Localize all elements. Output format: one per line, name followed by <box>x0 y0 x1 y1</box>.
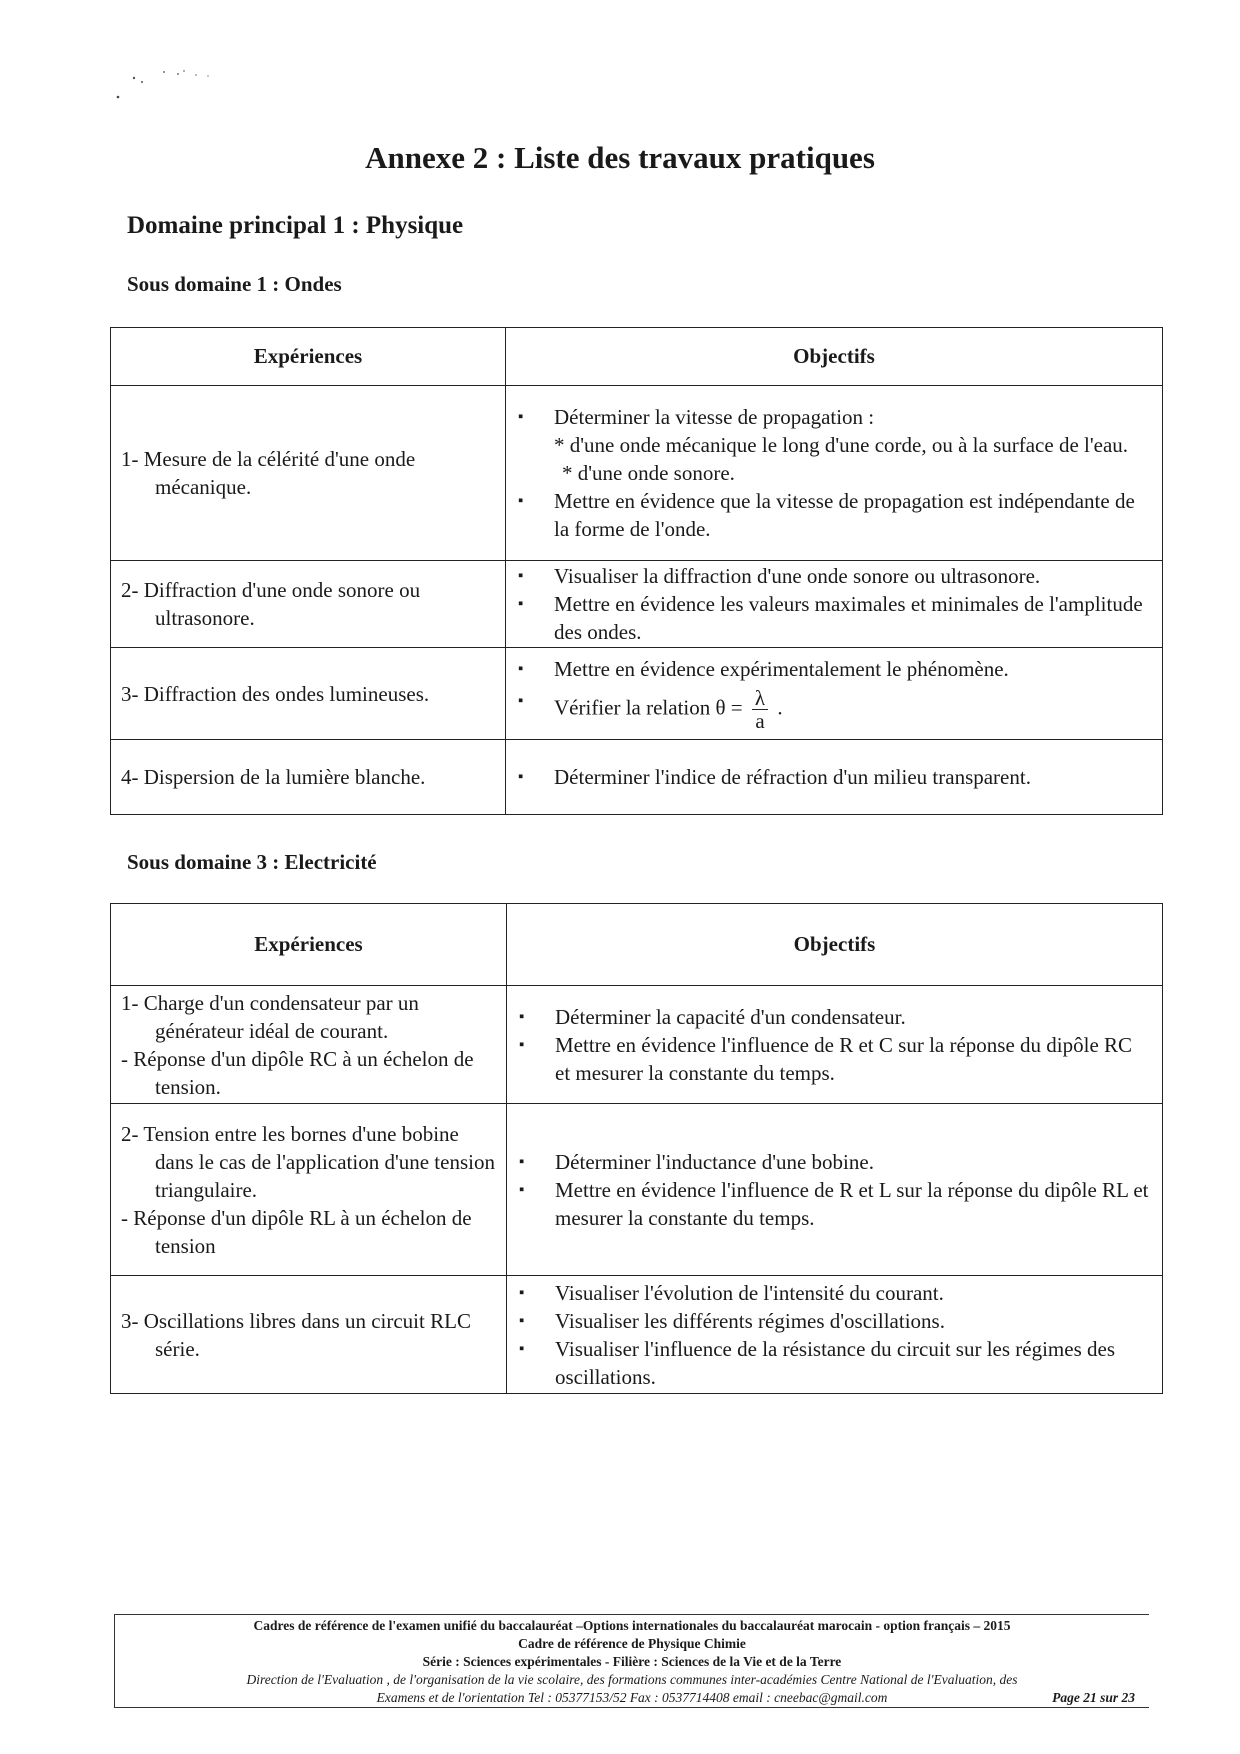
experience-text: - Réponse d'un dipôle RL à un échelon de tension <box>121 1205 472 1258</box>
table-electricite <box>110 903 1163 1394</box>
table-row <box>111 648 1163 740</box>
table-ondes <box>110 327 1163 815</box>
column-header-experiences: Expériences <box>111 328 506 386</box>
experience-cell <box>111 1276 507 1394</box>
experience-cell <box>111 648 506 740</box>
objective-subpoint: * d'une onde mécanique le long d'une corde, ou à la surface de l'eau. <box>554 433 1129 457</box>
objective-item <box>514 403 1152 487</box>
objectives-cell <box>506 740 1163 815</box>
footer-line: Série : Sciences expérimentales - Filière : Sciences de la Vie et de la Terre <box>422 1654 842 1669</box>
objective-item: ▪ Mettre en évidence les valeurs maximales et minimales de l'amplitude des ondes. <box>514 590 1152 646</box>
page-title: Annexe 2 : Liste des travaux pratiques <box>365 140 875 175</box>
footer-contact: Examens et de l'orientation Tel : 05377153/52 Fax : 0537714408 email : cneebac@gmail.com <box>376 1690 888 1705</box>
experience-cell <box>111 986 507 1104</box>
objective-subpoint: * d'une onde sonore. <box>562 461 735 485</box>
table-row <box>111 1104 1163 1276</box>
objective-item: ▪ Mettre en évidence l'influence de R et L sur la réponse du dipôle RL et mesurer la constante du temps. <box>515 1176 1152 1232</box>
table-row <box>111 386 1163 561</box>
table-row <box>111 740 1163 815</box>
experience-text: 4- Dispersion de la lumière blanche. <box>121 765 426 789</box>
experience-text: 1- Mesure de la célérité d'une onde mécanique. <box>121 447 416 499</box>
column-header-objectifs: Objectifs <box>506 328 1163 386</box>
objective-item: ▪ Mettre en évidence l'influence de R et C sur la réponse du dipôle RC et mesurer la constante du temps. <box>515 1031 1152 1087</box>
experience-text: 3- Oscillations libres dans un circuit RLC série. <box>121 1308 471 1361</box>
objectives-cell <box>506 561 1163 648</box>
experience-text: - Réponse d'un dipôle RC à un échelon de tension. <box>121 1046 474 1099</box>
table-header-row <box>111 904 1163 986</box>
subdomain-heading-electricite: Sous domaine 3 : Electricité <box>127 850 377 874</box>
page-footer <box>114 1614 1149 1708</box>
table-row <box>111 561 1163 648</box>
objective-item: ▪ Visualiser l'évolution de l'intensité du courant. <box>515 1279 1152 1307</box>
objective-item: ▪ Mettre en évidence que la vitesse de propagation est indépendante de la forme de l'onde. <box>514 487 1152 543</box>
objective-item: ▪ Visualiser les différents régimes d'oscillations. <box>515 1307 1152 1335</box>
objective-text: Déterminer la vitesse de propagation : <box>554 405 875 429</box>
objective-item: ▪ Visualiser l'influence de la résistance du circuit sur les régimes des oscillations. <box>515 1335 1152 1391</box>
objective-item <box>514 687 1152 732</box>
objective-item: ▪ Déterminer l'inductance d'une bobine. <box>515 1148 1152 1176</box>
objectives-cell <box>507 1104 1163 1276</box>
experience-text: 2- Diffraction d'une onde sonore ou ultrasonore. <box>121 578 421 630</box>
footer-line: Cadres de référence de l'examen unifié du baccalauréat –Options internationales du baccalauréat marocain - option français – 2015 <box>253 1618 1011 1633</box>
objectives-cell <box>507 986 1163 1104</box>
experience-cell <box>111 386 506 561</box>
objective-text: Vérifier la relation θ = <box>554 695 743 720</box>
table-header-row <box>111 328 1163 386</box>
formula-fraction <box>752 687 768 732</box>
objectives-cell <box>507 1276 1163 1394</box>
experience-text: 3- Diffraction des ondes lumineuses. <box>121 681 430 706</box>
scan-artifact <box>112 64 242 104</box>
footer-line: Cadre de référence de Physique Chimie <box>518 1636 746 1651</box>
formula-period: . <box>777 695 783 720</box>
objective-item: ▪ Déterminer la capacité d'un condensateur. <box>515 1003 1152 1031</box>
subdomain-heading-ondes: Sous domaine 1 : Ondes <box>127 272 342 296</box>
footer-contact-row <box>115 1689 1149 1707</box>
objective-item: ▪ Déterminer l'indice de réfraction d'un milieu transparent. <box>514 763 1152 791</box>
page-number: Page 21 sur 23 <box>1052 1690 1135 1705</box>
footer-line: Direction de l'Evaluation , de l'organisation de la vie scolaire, des formations communes inter-académies Centre National de l'Evaluation, des <box>246 1672 1018 1687</box>
table-row <box>111 1276 1163 1394</box>
objectives-cell <box>506 386 1163 561</box>
formula-denominator: a <box>755 709 765 733</box>
experience-cell <box>111 740 506 815</box>
table-row <box>111 986 1163 1104</box>
column-header-experiences: Expériences <box>111 904 507 986</box>
objective-item: ▪ Visualiser la diffraction d'une onde sonore ou ultrasonore. <box>514 562 1152 590</box>
experience-text: 1- Charge d'un condensateur par un générateur idéal de courant. <box>121 990 419 1043</box>
formula-numerator: λ <box>752 687 768 710</box>
experience-cell <box>111 561 506 648</box>
objective-item: ▪ Mettre en évidence expérimentalement le phénomène. <box>514 655 1152 683</box>
experience-cell <box>111 1104 507 1276</box>
objectives-cell <box>506 648 1163 740</box>
domain-heading: Domaine principal 1 : Physique <box>127 212 464 239</box>
column-header-objectifs: Objectifs <box>507 904 1163 986</box>
experience-text: 2- Tension entre les bornes d'une bobine dans le cas de l'application d'une tension triangulaire. <box>121 1121 495 1202</box>
